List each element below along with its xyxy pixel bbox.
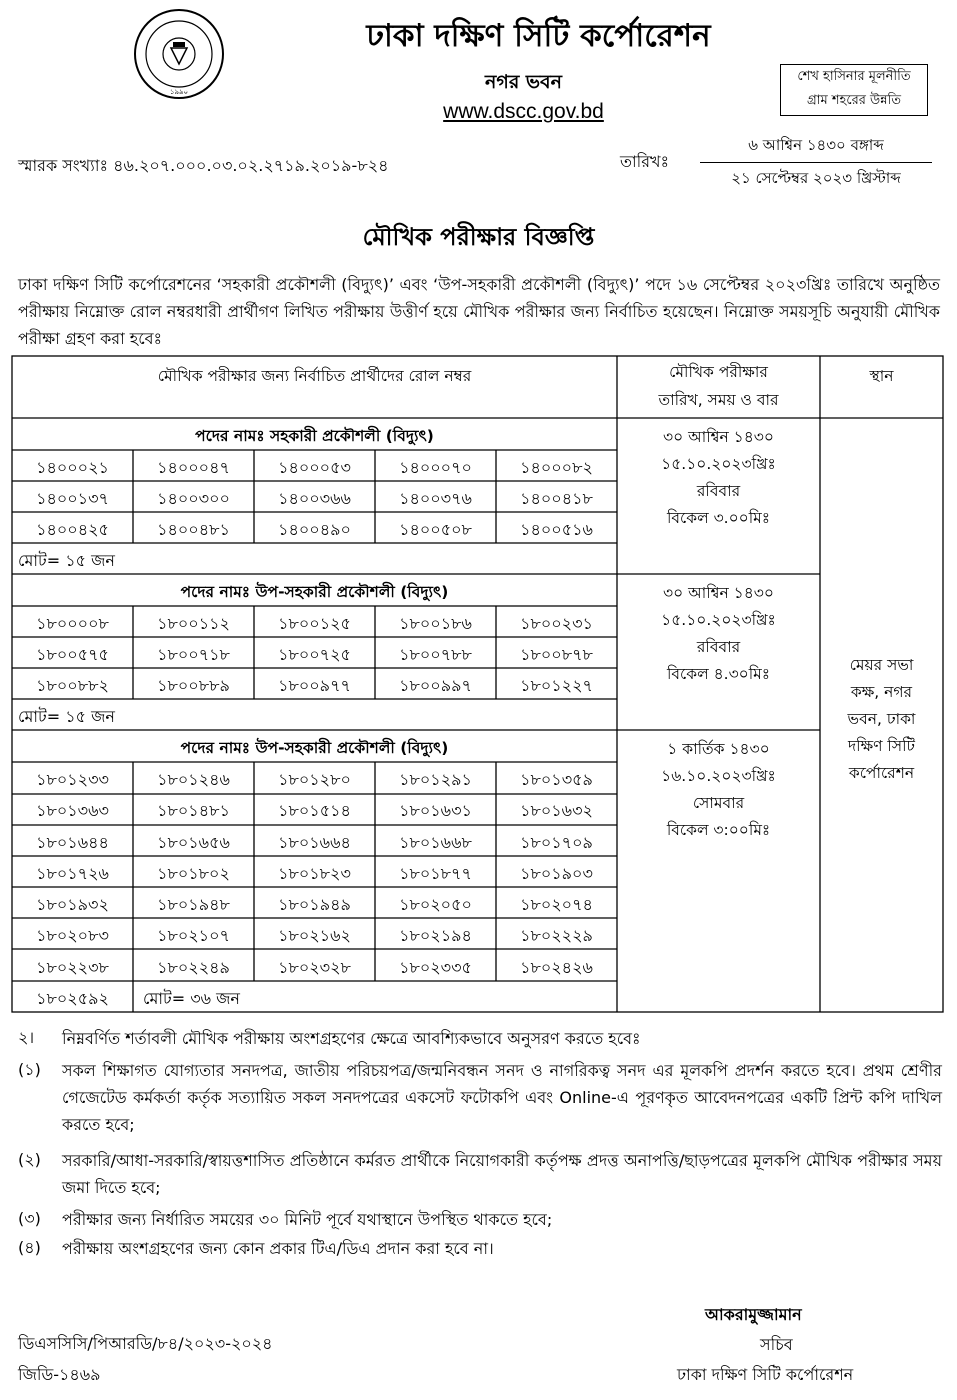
roll-number-cell: ১৮০১৯০৩: [520, 863, 593, 883]
roll-number-cell: ১৮০১৪৮১: [157, 801, 230, 821]
roll-number-cell: ১৮০১২৩৩: [36, 770, 109, 789]
svg-text:১৯৯০: ১৯৯০: [169, 88, 189, 96]
schedule-2-time: বিকেল ৪.৩০মিঃ: [666, 665, 771, 683]
col-header-venue: স্থান: [869, 367, 894, 385]
roll-number-cell: ১৮০১৬৬৮: [399, 832, 472, 852]
roll-number-cell: ১৮০২২২৯: [520, 926, 593, 946]
roll-number-cell: ১৪০০১৩৭: [36, 489, 109, 508]
total-group-1: মোট= ১৫ জন: [18, 551, 115, 570]
roll-number-cell: ১৮০২১৬২: [278, 926, 351, 946]
motto-line-2: গ্রাম শহরের উন্নতি: [806, 93, 902, 108]
schedule-group-1: [617, 424, 820, 532]
roll-number-cell: ১৮০১৬৩২: [520, 801, 593, 821]
total-group-2: মোট= ১৫ জন: [18, 707, 115, 726]
schedule-group-3: [617, 736, 820, 844]
roll-number-cell: ১৪০০০৫৩: [278, 458, 351, 477]
roll-number-cell: ১৪০০৪৮১: [157, 520, 230, 539]
roll-number-cell: ১৪০০৫০৮: [399, 520, 472, 539]
notice-heading: মৌখিক পরীক্ষার বিজ্ঞপ্তি: [362, 223, 595, 251]
roll-number-cell: ১৮০২৫৯২: [36, 988, 109, 1008]
roll-number-cell: ১৮০০১২৫: [278, 614, 351, 633]
roll-number-cell: ১৮০০৮৮২: [36, 676, 109, 695]
col-header-schedule-1: মৌখিক পরীক্ষার: [669, 363, 768, 381]
footer-ref: ডিএসসিসি/পিআরডি/৮৪/২০২৩-২০২৪: [18, 1334, 273, 1353]
footer-gd: জিডি-১৪৬৯: [18, 1365, 101, 1384]
roll-number-cell: ১৮০০৭১৮: [157, 645, 230, 664]
roll-number-cell: ১৮০০৫৭৫: [36, 645, 109, 664]
roll-number-cell: ১৮০২১৯৪: [399, 926, 472, 946]
schedule-group-2: [617, 580, 820, 688]
schedule-2-day: রবিবার: [696, 638, 741, 656]
date-gregorian: ২১ সেপ্টেম্বর ২০২৩ খ্রিস্টাব্দ: [731, 169, 901, 187]
venue-line-1: মেয়র সভা: [849, 656, 914, 674]
memo-number: স্মারক সংখ্যাঃ ৪৬.২০৭.০০০.০৩.০২.২৭১৯.২০১৯-৮২৪: [18, 156, 389, 175]
date-bangla: ৬ আশ্বিন ১৪৩০ বঙ্গাব্দ: [700, 134, 932, 163]
conditions-intro: নিম্নবর্ণিত শর্তাবলী মৌখিক পরীক্ষায় অংশগ্রহণের ক্ষেত্রে আবশ্যিকভাবে অনুসরণ করতে হবেঃ: [62, 1029, 641, 1048]
roll-number-cell: ১৮০০৮৭৮: [520, 645, 593, 664]
motto-box: [780, 64, 928, 116]
roll-number-cell: ১৮০১৬৪৪: [36, 832, 109, 852]
roll-number-cell: ১৪০০৩৭৬: [399, 489, 472, 508]
roll-number-cell: ১৪০০৩০০: [157, 489, 230, 508]
roll-number-cell: ১৪০০০৭০: [399, 458, 472, 477]
roll-number-cell: ১৮০২০৭৪: [520, 895, 593, 914]
roll-number-cell: ১৮০০১১২: [157, 614, 230, 633]
signatory-name: আকরামুজ্জামান: [705, 1305, 802, 1324]
venue-line-2: কক্ষ, নগর: [850, 683, 913, 701]
roll-number-cell: ১৪০০৫১৬: [520, 520, 593, 539]
post-title-3: পদের নামঃ উপ-সহকারী প্রকৌশলী (বিদ্যুৎ): [180, 739, 449, 757]
condition-1-number: (১): [18, 1060, 41, 1079]
org-name: ঢাকা দক্ষিণ সিটি কর্পোরেশন: [366, 18, 711, 54]
roll-number-cell: ১৪০০০৪৭: [157, 458, 230, 477]
roll-number-cell: ১৮০০৮৮৯: [157, 676, 230, 695]
roll-number-cell: ১৮০১৯৪৯: [278, 895, 351, 914]
schedule-3-day: সোমবার: [692, 794, 745, 812]
roll-number-cell: ১৮০১২৪৬: [157, 770, 230, 789]
post-title-1: পদের নামঃ সহকারী প্রকৌশলী (বিদ্যুৎ): [195, 427, 434, 445]
roll-number-cell: ১৮০১৯৪৮: [157, 895, 230, 914]
roll-number-cell: ১৮০২২৪৯: [157, 957, 230, 977]
roll-number-cell: ১৮০১৮৭৭: [399, 863, 472, 883]
roll-number-cell: ১৪০০০৮২: [520, 458, 593, 477]
roll-number-cell: ১৮০০২৩১: [520, 614, 593, 633]
post-title-2: পদের নামঃ উপ-সহকারী প্রকৌশলী (বিদ্যুৎ): [180, 583, 449, 601]
roll-number-cell: ১৮০২১০৭: [157, 926, 230, 946]
roll-number-cell: ১৪০০৪৯০: [278, 520, 351, 539]
roll-number-cell: ১৮০০৭৮৮: [399, 645, 472, 664]
venue-line-4: দক্ষিণ সিটি: [848, 737, 915, 755]
roll-number-cell: ১৮০১৬৫৬: [157, 832, 230, 852]
roll-number-cell: ১৪০০৪২৫: [36, 520, 109, 539]
roll-number-cell: ১৮০২০৫০: [399, 895, 472, 914]
roll-number-cell: ১৮০১৭২৬: [36, 863, 109, 883]
col-header-rolls: মৌখিক পরীক্ষার জন্য নির্বাচিত প্রার্থীদের রোল নম্বর: [157, 367, 472, 385]
roll-number-cell: ১৮০২৩২৮: [278, 957, 351, 977]
venue-line-3: ভবন, ঢাকা: [847, 710, 916, 728]
roll-number-cell: ১৮০০০০৮: [36, 614, 109, 633]
schedule-1-date-bn: ৩০ আশ্বিন ১৪৩০: [663, 428, 774, 446]
roll-number-cell: ১৮০১৭০৯: [520, 832, 593, 852]
condition-4-text: পরীক্ষায় অংশগ্রহণের জন্য কোন প্রকার টিএ/ডিএ প্রদান করা হবে না।: [62, 1239, 494, 1258]
roll-number-cell: ১৮০০৯৯৭: [399, 676, 472, 695]
venue-cell: [820, 652, 943, 787]
schedule-1-day: রবিবার: [696, 482, 741, 500]
conditions-number: ২।: [18, 1028, 35, 1047]
roll-number-cell: ১৮০১২৯১: [399, 770, 472, 789]
roll-number-cell: ১৮০২২৩৮: [36, 957, 109, 977]
roll-number-cell: ১৮০১৯৩২: [36, 895, 109, 914]
roll-number-cell: ১৮০২৩৩৫: [399, 957, 472, 977]
condition-3-text: পরীক্ষার জন্য নির্ধারিত সময়ের ৩০ মিনিট পূর্বে যথাস্থানে উপস্থিত থাকতে হবে;: [62, 1210, 553, 1229]
condition-1-text: সকল শিক্ষাগত যোগ্যতার সনদপত্র, জাতীয় পরিচয়পত্র/জন্মনিবন্ধন সনদ ও নাগরিকত্ব সনদ এর মূলকপি প্রদর্শন করতে হবে। প্রথম শ্রেণীর গেজেটেড কর্মকর্তা কর্তৃক সত্যায়িত সকল সনদপত্রের একসেট ফটোকপি এবং Online-এ পূরণকৃত আবেদনপত্রের একটি প্রিন্ট কপি দাখিল করতে হবে;: [62, 1061, 942, 1134]
venue-line-5: কর্পোরেশন: [848, 764, 915, 782]
roll-number-cell: ১৮০১২২৭: [520, 676, 593, 695]
roll-number-cell: ১৮০০৭২৫: [278, 645, 351, 664]
condition-4-number: (৪): [18, 1238, 41, 1257]
col-header-schedule-2: তারিখ, সময় ও বার: [658, 391, 779, 409]
motto-line-1: শেখ হাসিনার মূলনীতি: [797, 69, 911, 84]
website-link[interactable]: www.dscc.gov.bd: [443, 100, 604, 123]
roll-number-cell: ১৮০১৮২৩: [278, 863, 351, 883]
condition-2-number: (২): [18, 1150, 41, 1169]
roll-number-cell: ১৪০০০২১: [36, 458, 109, 477]
roll-number-cell: ১৮০২০৮৩: [36, 926, 109, 946]
schedule-3-time: বিকেল ৩:০০মিঃ: [666, 821, 771, 839]
roll-number-cell: ১৮০২৪২৬: [520, 957, 593, 977]
roll-number-cell: ১৪০০৪১৮: [520, 489, 593, 508]
schedule-1-date: ১৫.১০.২০২৩খ্রিঃ: [661, 455, 776, 473]
signatory-title: সচিব: [760, 1335, 793, 1354]
roll-number-cell: ১৮০১৮০২: [157, 863, 230, 883]
roll-number-cell: ১৪০০৩৬৬: [278, 489, 351, 508]
signatory-org: ঢাকা দক্ষিণ সিটি কর্পোরেশন: [677, 1365, 854, 1384]
date-label: তারিখঃ: [620, 152, 670, 171]
roll-number-cell: ১৮০১৩৫৯: [520, 770, 593, 789]
roll-number-cell: ১৮০১৩৬৩: [36, 801, 109, 821]
schedule-3-date-bn: ১ কার্তিক ১৪৩০: [667, 740, 770, 758]
roll-number-cell: ১৮০১৬৩১: [399, 801, 472, 821]
roll-number-cell: ১৮০১২৮০: [278, 770, 351, 789]
schedule-2-date-bn: ৩০ আশ্বিন ১৪৩০: [663, 584, 774, 602]
roll-number-cell: ১৮০০১৮৬: [399, 614, 472, 633]
schedule-2-date: ১৫.১০.২০২৩খ্রিঃ: [661, 611, 776, 629]
roll-number-cell: ১৮০১৬৬৪: [278, 832, 351, 852]
total-group-3: মোট= ৩৬ জন: [143, 989, 240, 1008]
schedule-3-date: ১৬.১০.২০২৩খ্রিঃ: [661, 767, 776, 785]
condition-3-number: (৩): [18, 1209, 41, 1228]
condition-2-text: সরকারি/আধা-সরকারি/স্বায়ত্তশাসিত প্রতিষ্ঠানে কর্মরত প্রার্থীকে নিয়োগকারী কর্তৃপক্ষ প্রদত্ত অনাপত্তি/ছাড়পত্রের মূলকপি মৌখিক পরীক্ষার সময় জমা দিতে হবে;: [62, 1151, 942, 1197]
notice-intro: ঢাকা দক্ষিণ সিটি কর্পোরেশনের ‘সহকারী প্রকৌশলী (বিদ্যুৎ)’ এবং ‘উপ-সহকারী প্রকৌশলী (বিদ্যুৎ)’ পদে ১৬ সেপ্টেম্বর ২০২৩খ্রিঃ তারিখে অনুষ্ঠিত পরীক্ষায় নিম্নোক্ত রোল নম্বরধারী প্রার্থীগণ লিখিত পরীক্ষায় উত্তীর্ণ হয়ে মৌখিক পরীক্ষার জন্য নির্বাচিত হয়েছেন। নিম্নোক্ত সময়সূচি অনুযায়ী মৌখিক পরীক্ষা গ্রহণ করা হবেঃ: [18, 275, 940, 348]
roll-number-cell: ১৮০০৯৭৭: [278, 676, 351, 695]
office-name: নগর ভবন: [485, 71, 562, 93]
roll-number-cell: ১৮০১৫১৪: [278, 801, 351, 821]
schedule-1-time: বিকেল ৩.০০মিঃ: [666, 509, 771, 527]
